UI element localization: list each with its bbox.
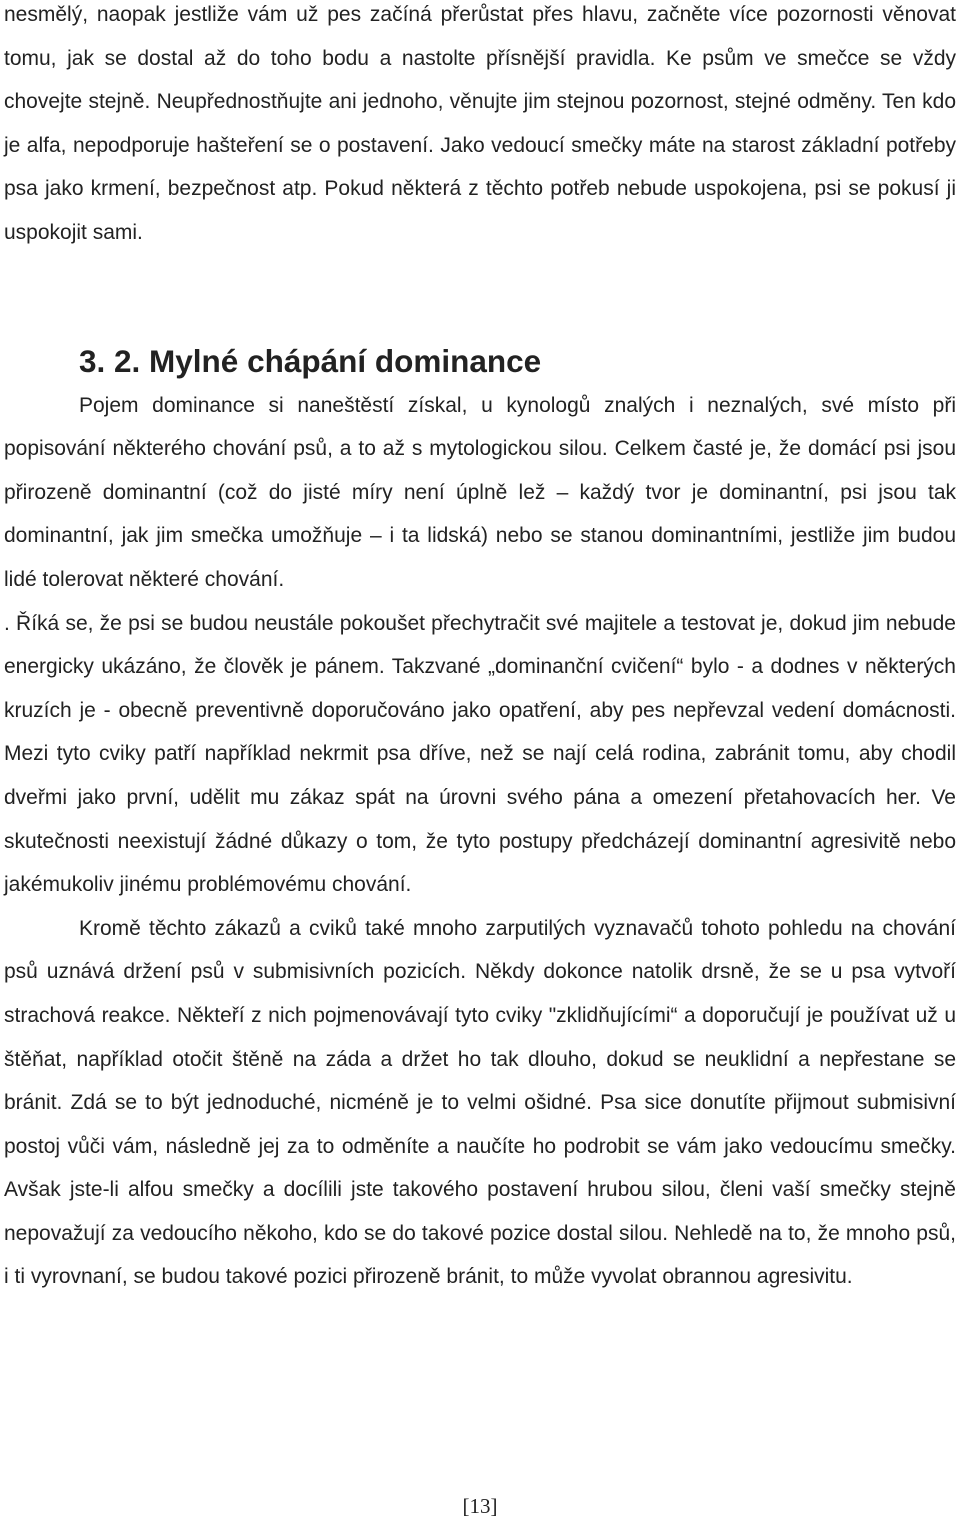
intro-paragraph: nesmělý, naopak jestliže vám už pes začíná přerůstat přes hlavu, začněte více pozornosti věnovat tomu, jak se dostal až do toho bodu a nastolte přísnější pravidla. Ke psům ve smečce se vždy chovejte stejně. Neupřednostňujte ani jednoho, věnujte jim stejnou pozornost, stejné odměny. Ten kdo je alfa, nepodporuje hašteření se o postavení. Jako vedoucí smečky máte na starost základní potřeby psa jako krmení, bezpečnost atp. Pokud některá z těchto potřeb nebude uspokojena, psi se pokusí ji uspokojit sami. <box>4 3 956 244</box>
intro-text-block <box>4 0 956 255</box>
body-paragraph-2: . Říká se, že psi se budou neustále pokoušet přechytračit své majitele a testovat je, dokud jim nebude energicky ukázáno, že člověk je pánem. Takzvané „dominanční cvičení“ bylo - a dodnes v některých kruzích je - obecně preventivně doporučováno jako opatření, aby pes nepřevzal vedení domácnosti. Mezi tyto cviky patří například nekrmit psa dříve, než se nají celá rodina, zabránit tomu, aby chodil dveřmi jako první, udělit mu zákaz spát na úrovni svého pána a omezení přetahovacích her. Ve skutečnosti neexistují žádné důkazy o tom, že tyto postupy předcházejí dominantní agresivitě nebo jakémukoliv jinému problémovému chování. <box>4 611 956 897</box>
body-paragraph-1: Pojem dominance si naneštěstí získal, u kynologů znalých i neznalých, své místo při popisování některého chování psů, a to až s mytologickou silou. Celkem časté je, že domácí psi jsou přirozeně dominantní (což do jisté míry není úplně lež – každý tvor je dominantní, psi jsou tak dominantní, jak jim smečka umožňuje – i ta lidská) nebo se stanou dominantními, jestliže jim budou lidé tolerovat některé chování. <box>4 393 956 591</box>
body-paragraph-3: Kromě těchto zákazů a cviků také mnoho zarputilých vyznavačů tohoto pohledu na chování psů uznává držení psů v submisivních pozicích. Někdy dokonce natolik drsně, že se u psa vytvoří strachová reakce. Někteří z nich pojmenovávají tyto cviky "zklidňujícími“ a doporučují je používat už u štěňat, například otočit štěně na záda a držet ho tak dlouho, dokud se neuklidní a nepřestane se bránit. Zdá se to být jednoduché, nicméně je to velmi ošidné. Psa sice donutíte přijmout submisivní postoj vůči vám, následně jej za to odměníte a naučíte ho podrobit se vám jako vedoucímu smečky. Avšak jste-li alfou smečky a docílili jste takového postavení hrubou silou, členi vaší smečky stejně nepovažují za vedoucího někoho, kdo se do takové pozice dostal silou. Nehledě na to, že mnoho psů, i ti vyrovnaní, se budou takové pozici přirozeně bránit, to může vyvolat obrannou agresivitu. <box>4 916 956 1289</box>
page-number: [13] <box>462 1494 498 1518</box>
section-heading: 3. 2. Mylné chápání dominance <box>79 343 542 379</box>
section-text-block <box>4 340 956 1299</box>
